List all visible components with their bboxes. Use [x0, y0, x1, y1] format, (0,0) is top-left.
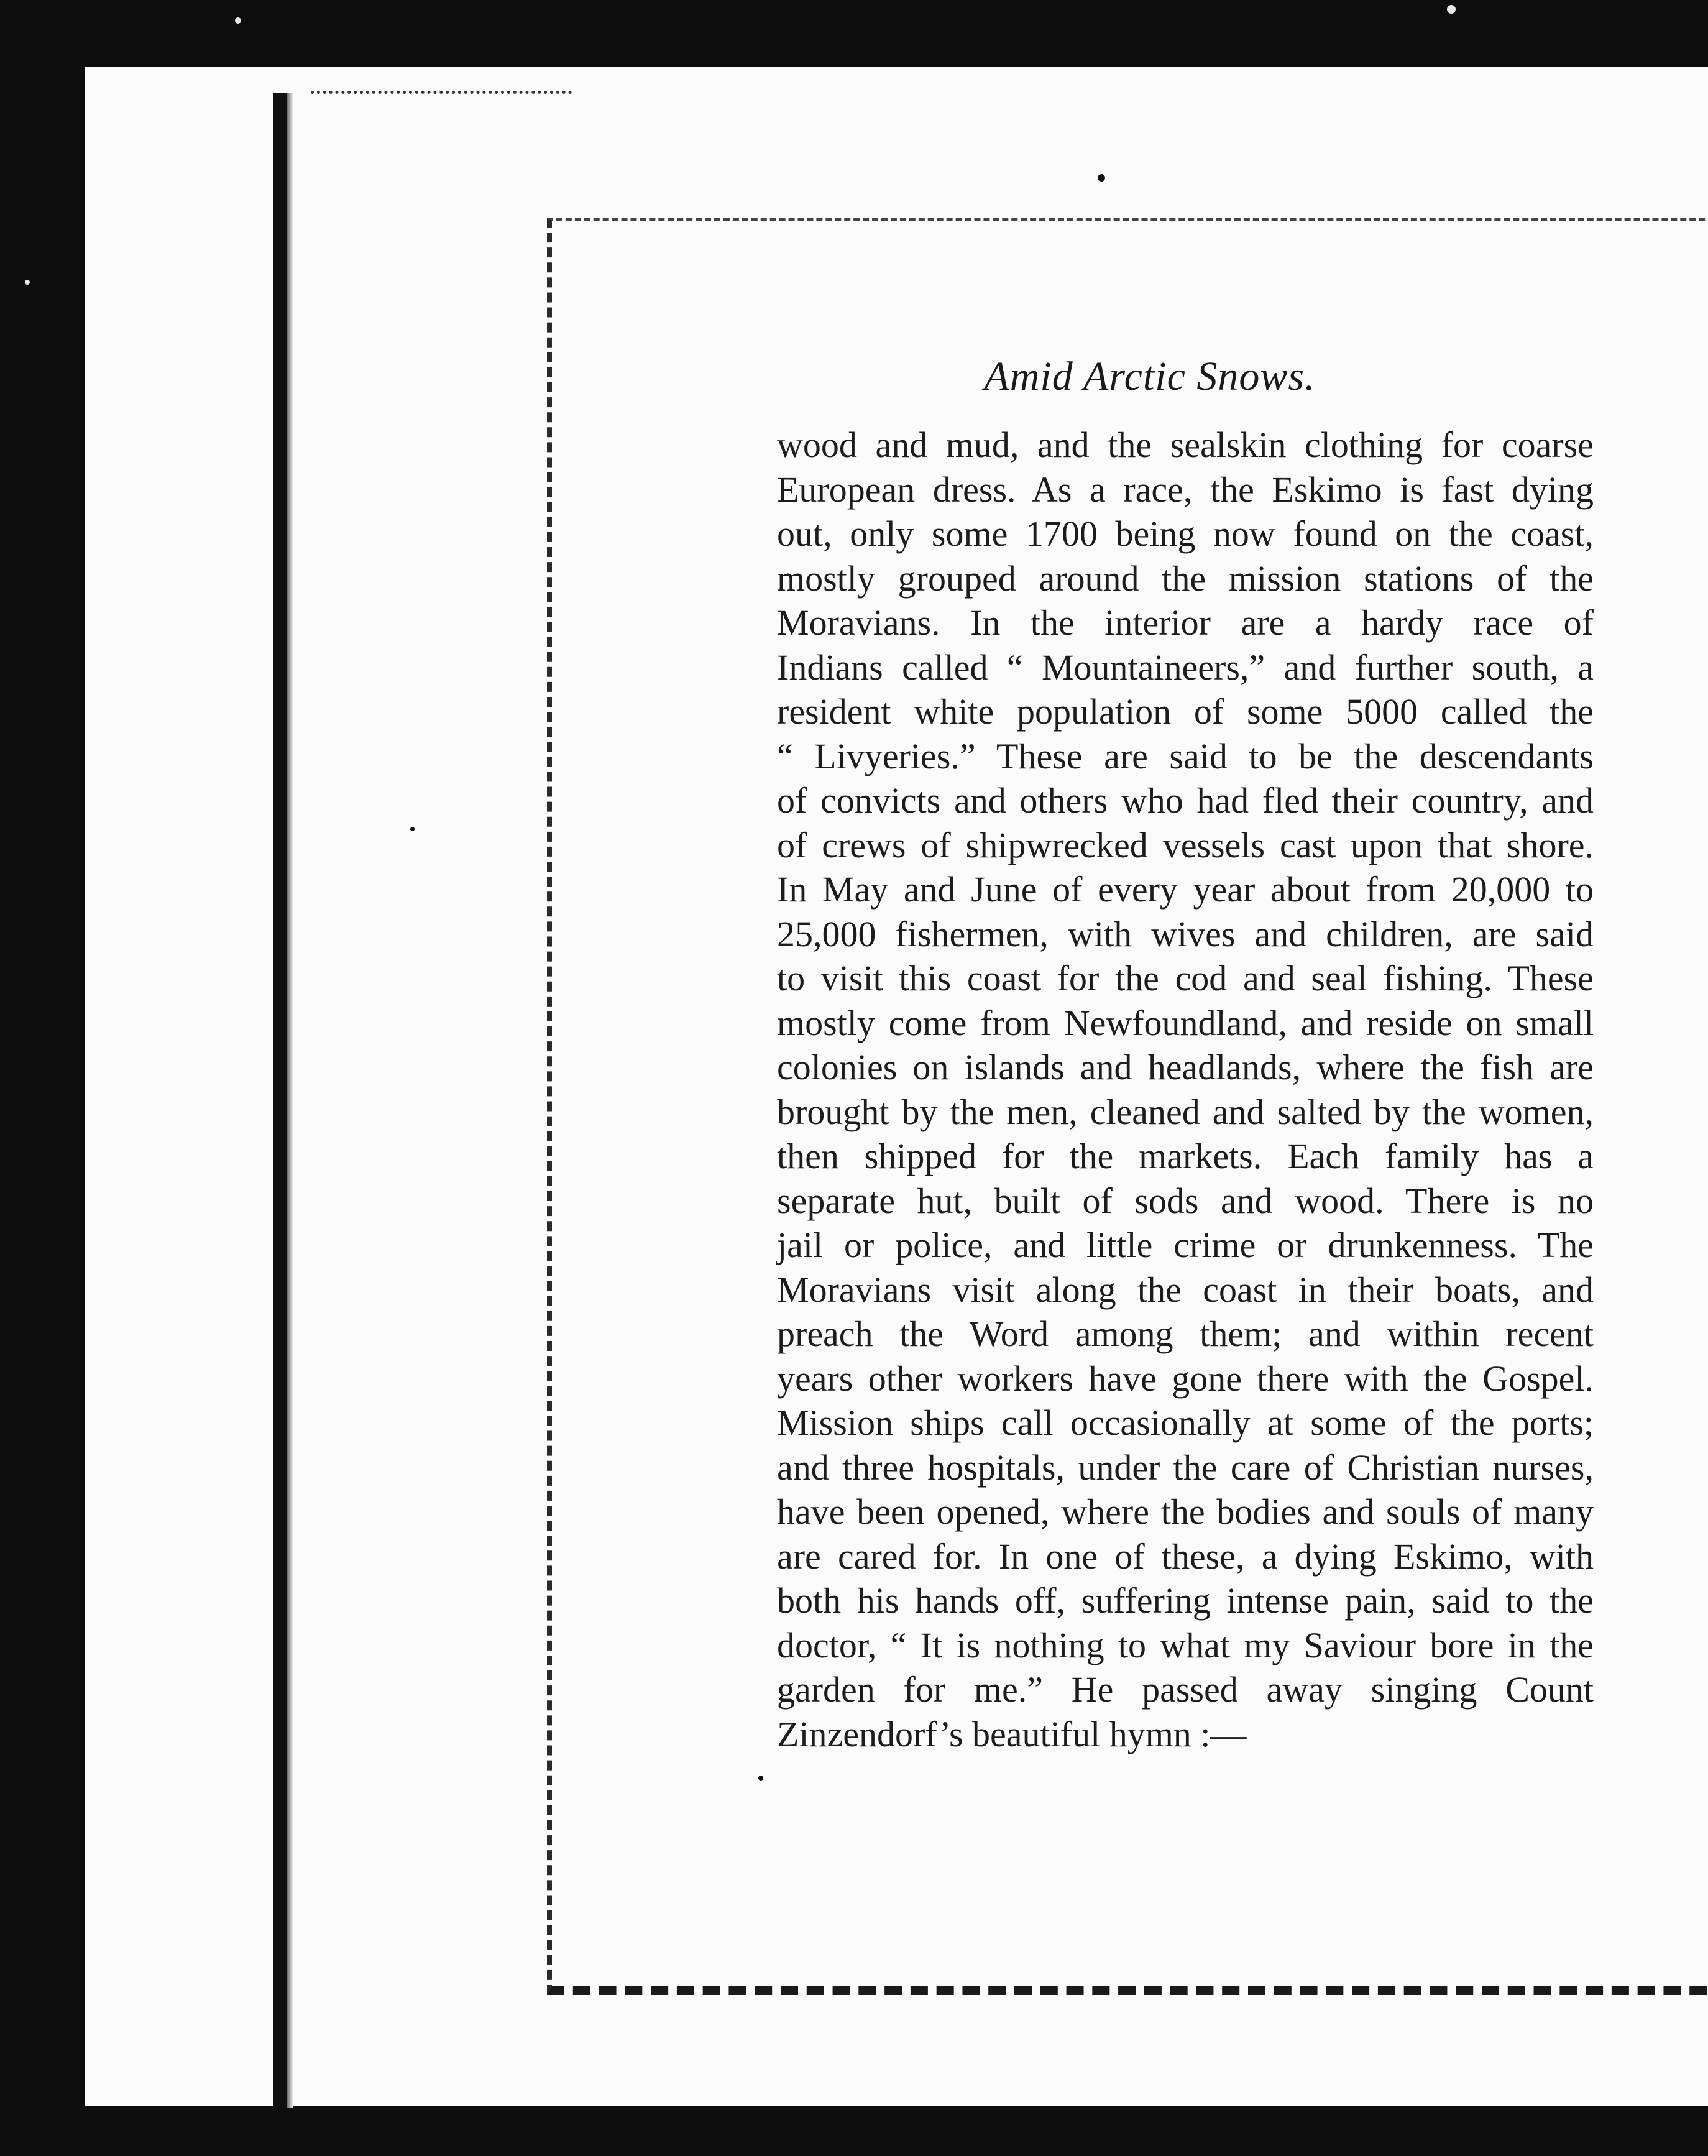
text-line: of crews of shipwrecked vessels cast upon that shore.	[777, 824, 1594, 865]
text-line: jail or police, and little crime or drunkenness. The	[777, 1225, 1594, 1265]
text-line: mostly come from Newfoundland, and reside on small	[777, 1002, 1594, 1043]
text-line: colonies on islands and headlands, where the fish are	[777, 1047, 1594, 1087]
text-line: wood and mud, and the sealskin clothing for coarse	[777, 425, 1594, 465]
scan-speck	[235, 17, 241, 24]
text-line: 25,000 fishermen, with wives and children, are said	[777, 913, 1594, 954]
text-line: Moravians. In the interior are a hardy race of	[777, 602, 1594, 643]
text-line: years other workers have gone there with the Gospel.	[777, 1358, 1594, 1399]
text-line: both his hands off, suffering intense pain, said to the	[777, 1580, 1594, 1621]
text-line: to visit this coast for the cod and seal fishing. These	[777, 958, 1594, 998]
text-line: preach the Word among them; and within recent	[777, 1314, 1594, 1354]
scan-speck	[25, 280, 30, 285]
text-line: European dress. As a race, the Eskimo is fast dying	[777, 469, 1594, 510]
text-line: garden for me.” He passed away singing Count	[777, 1669, 1594, 1710]
text-line: have been opened, where the bodies and souls of many	[777, 1491, 1594, 1532]
text-line: In May and June of every year about from 20,000 to	[777, 869, 1594, 910]
text-line: separate hut, built of sods and wood. There is no	[777, 1180, 1594, 1221]
scan-speck	[1447, 5, 1456, 14]
scan-speck	[1098, 174, 1105, 182]
scan-speck	[758, 1776, 763, 1781]
text-line: Moravians visit along the coast in their boats, and	[777, 1269, 1594, 1310]
text-line: doctor, “ It is nothing to what my Saviour bore in the	[777, 1624, 1594, 1665]
running-head: Amid Arctic Snows.	[984, 354, 1316, 399]
text-line: “ Livyeries.” These are said to be the descendants	[777, 735, 1594, 776]
text-line: brought by the men, cleaned and salted by the women,	[777, 1091, 1594, 1132]
gutter-shadow	[287, 93, 293, 2108]
text-line: mostly grouped around the mission stations of the	[777, 558, 1594, 599]
text-line: are cared for. In one of these, a dying Eskimo, with	[777, 1536, 1594, 1577]
text-line: and three hospitals, under the care of Christian nurses,	[777, 1447, 1594, 1488]
scan-artifact	[311, 91, 572, 103]
binding-gutter	[273, 93, 287, 2108]
text-line: Indians called “ Mountaineers,” and further south, a	[777, 647, 1594, 688]
scan-speck	[410, 827, 415, 831]
text-line: of convicts and others who had fled their country, and	[777, 780, 1594, 821]
text-line: out, only some 1700 being now found on the coast,	[777, 514, 1594, 554]
text-line: resident white population of some 5000 called the	[777, 691, 1594, 732]
text-line: then shipped for the markets. Each family has a	[777, 1136, 1594, 1176]
body-text	[777, 423, 1594, 1756]
text-line: Zinzendorf’s beautiful hymn :—	[777, 1713, 1247, 1754]
text-line: Mission ships call occasionally at some of the ports;	[777, 1403, 1594, 1443]
